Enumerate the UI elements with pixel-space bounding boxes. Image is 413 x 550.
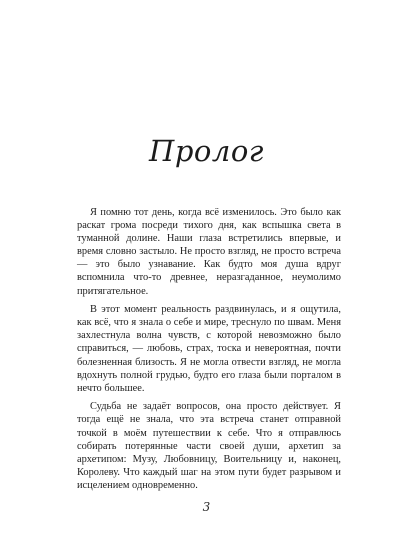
paragraph: Судьба не задаёт вопросов, она просто действует. Я тогда ещё не знала, что эта встреча станет отправной точкой в моём путешествии к себе. Что я отправлюсь собирать потерянные части своей души, архетип за архетипом: Музу, Любовницу, Воительницу и, наконец, Королеву. Что каждый шаг на этом пути будет разрывом и исцелением одновременно. — [77, 401, 341, 491]
chapter-title: Пролог — [149, 134, 264, 168]
prologue-text — [77, 206, 341, 497]
paragraph: В этот момент реальность раздвинулась, и я ощутила, как всё, что я знала о себе и мире, треснуло по швам. Меня захлестнула волна чувств, с которой невозможно было справиться, — любовь, страх, тоска и невероятная, почти болезненная близость. Я не могла отвести взгляд, не могла вдохнуть полной грудью, будто его глаза были порталом в нечто большее. — [77, 304, 341, 394]
page-number: 3 — [202, 500, 211, 514]
paragraph: Я помню тот день, когда всё изменилось. Это было как раскат грома посреди тихого дня, как вспышка света в туманной долине. Наши глаза встретились впервые, и время словно застыло. Не просто взгляд, не просто встреча — это было узнавание. Как будто моя душа вдруг вспомнила что-то древнее, неразгаданное, неумолимо притягательное. — [77, 207, 341, 297]
